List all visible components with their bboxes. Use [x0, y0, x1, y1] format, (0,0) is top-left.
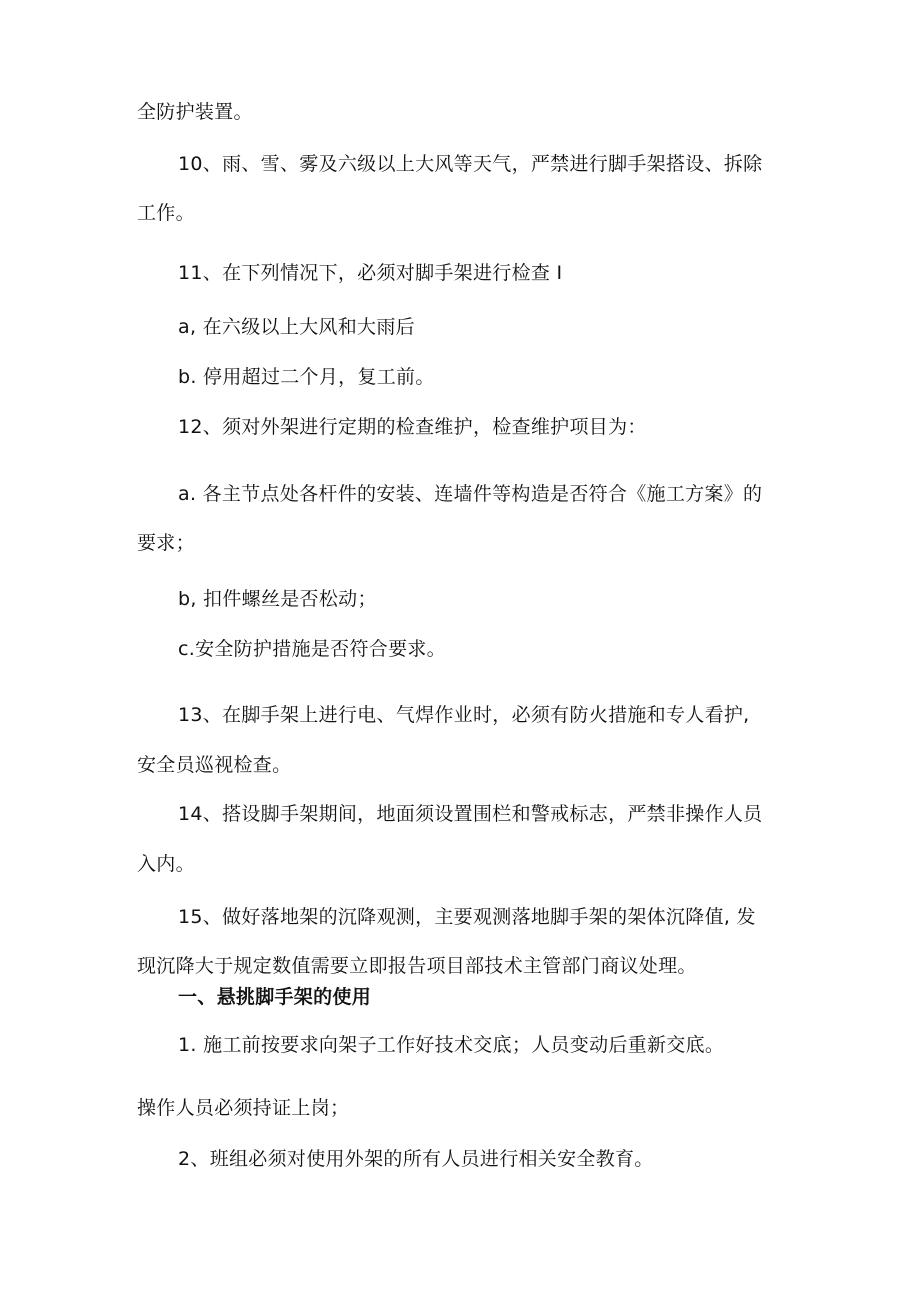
text-line: 13、在脚手架上进行电、气焊作业时，必须有防火措施和专人看护,: [178, 704, 750, 726]
text-line: 要求；: [137, 532, 195, 554]
text-line: c.安全防护措施是否符合要求。: [178, 638, 446, 660]
text-line: a, 在六级以上大风和大雨后: [178, 316, 415, 338]
text-line: 15、做好落地架的沉降观测，主要观测落地脚手架的架体沉降值, 发: [178, 906, 756, 928]
text-line: 11、在下列情况下，必须对脚手架进行检查 I: [178, 262, 563, 284]
text-line: 现沉降大于规定数值需要立即报告项目部技术主管部门商议处理。: [137, 955, 697, 977]
text-line: 操作人员必须持证上岗；: [137, 1097, 350, 1119]
text-line: b. 停用超过二个月，复工前。: [178, 366, 435, 388]
text-line: 2、班组必须对使用外架的所有人员进行相关安全教育。: [178, 1148, 654, 1170]
text-line: 工作。: [137, 202, 195, 224]
text-line: 10、雨、雪、雾及六级以上大风等天气，严禁进行脚手架搭设、拆除: [178, 153, 763, 175]
text-line: 安全员巡视检查。: [137, 754, 292, 776]
text-line: b, 扣件螺丝是否松动；: [178, 588, 377, 610]
text-line: 14、搭设脚手架期间，地面须设置围栏和警戒标志，严禁非操作人员: [178, 803, 763, 825]
section-heading: 一、悬挑脚手架的使用: [178, 986, 372, 1008]
text-line: 12、须对外架进行定期的检查维护，检查维护项目为：: [178, 416, 647, 438]
text-line: 入内。: [137, 853, 195, 875]
text-line: 1. 施工前按要求向架子工作好技术交底；人员变动后重新交底。: [178, 1034, 725, 1056]
text-line: 全防护装置。: [137, 101, 253, 123]
text-line: a. 各主节点处各杆件的安装、连墙件等构造是否符合《施工方案》的: [178, 483, 763, 505]
